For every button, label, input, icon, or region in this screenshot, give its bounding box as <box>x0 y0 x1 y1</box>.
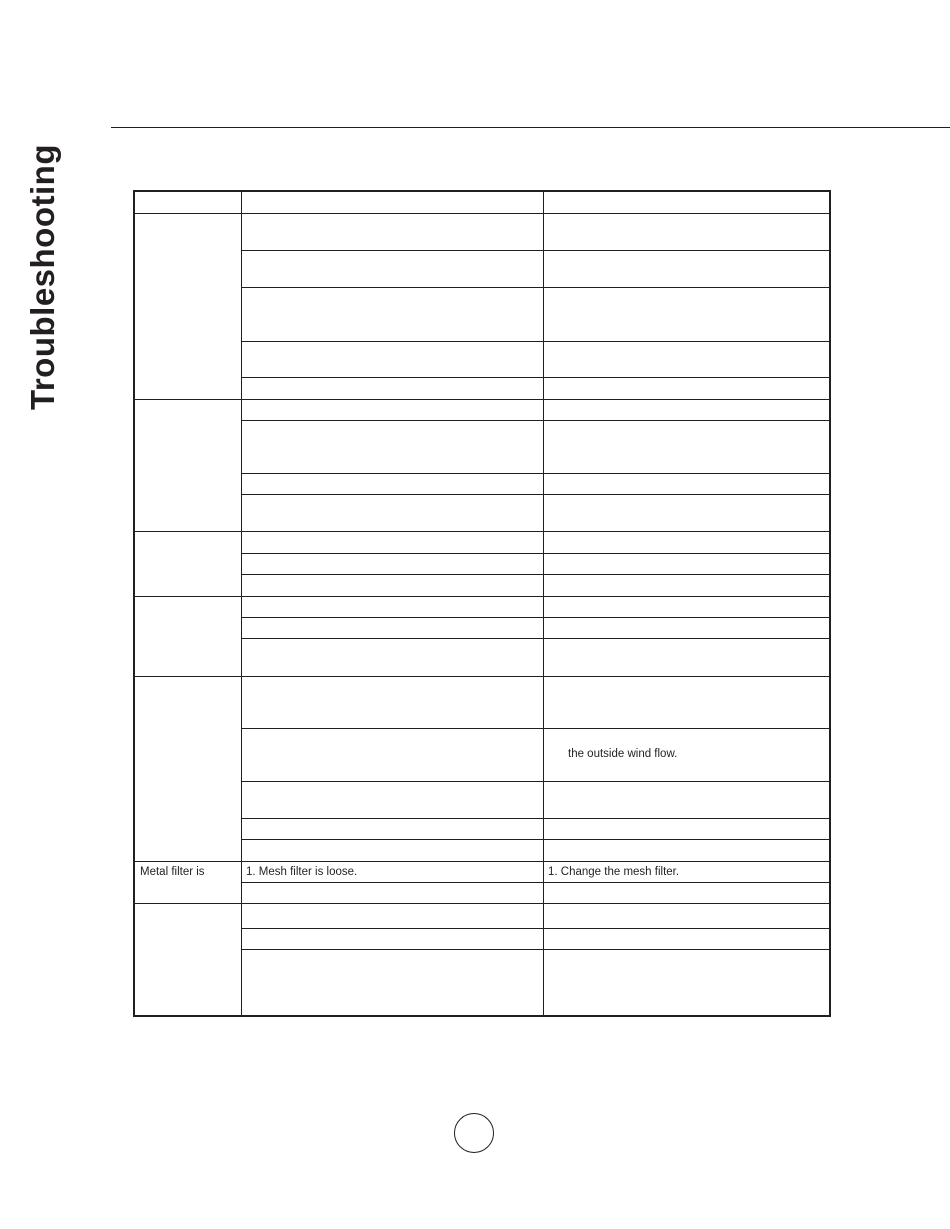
header-rule <box>111 127 950 128</box>
row-divider <box>241 473 829 474</box>
row-divider <box>241 949 829 950</box>
row-divider <box>241 494 829 495</box>
group-divider <box>135 399 829 400</box>
row-divider <box>241 928 829 929</box>
row-divider <box>241 728 829 729</box>
problem-text: Metal filter is <box>140 866 205 878</box>
header-row-divider <box>135 213 829 214</box>
troubleshooting-table <box>133 190 831 1017</box>
row-divider <box>241 377 829 378</box>
row-divider <box>241 553 829 554</box>
solution-text: the outside wind flow. <box>568 748 678 760</box>
group-divider <box>135 531 829 532</box>
row-divider <box>241 341 829 342</box>
row-divider <box>241 420 829 421</box>
cause-text: 1. Mesh filter is loose. <box>246 866 358 878</box>
row-divider <box>241 781 829 782</box>
row-divider <box>241 250 829 251</box>
row-divider <box>241 617 829 618</box>
section-title: Troubleshooting <box>24 144 61 410</box>
row-divider <box>241 287 829 288</box>
group-divider <box>135 676 829 677</box>
row-divider <box>241 638 829 639</box>
column-divider <box>241 192 242 1015</box>
row-divider <box>241 882 829 883</box>
group-divider <box>135 861 829 862</box>
group-divider <box>135 903 829 904</box>
row-divider <box>241 839 829 840</box>
solution-text: 1. Change the mesh filter. <box>548 866 680 878</box>
group-divider <box>135 596 829 597</box>
row-divider <box>241 818 829 819</box>
column-divider <box>543 192 544 1015</box>
page-number-badge <box>454 1113 494 1153</box>
row-divider <box>241 574 829 575</box>
